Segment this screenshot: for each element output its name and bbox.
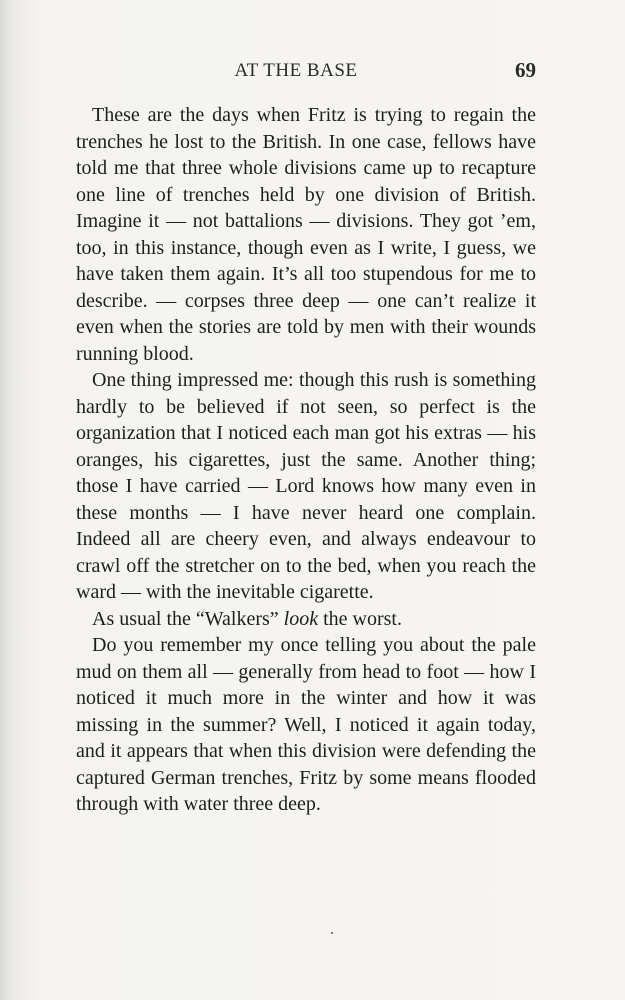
paragraph-4: Do you remember my once telling you about the pale mud on them all — generally from head to foot — how I noticed it much more in the winter and how it was missing in the summer? Well, I noticed it again today, and it appears that when this division were defending the captured German trenches, Fritz by some means flooded through with water three deep.	[76, 634, 536, 815]
emphasis-look: look	[283, 607, 319, 630]
body-text	[76, 102, 536, 818]
page-number: 69	[515, 58, 536, 82]
ink-speck	[331, 932, 333, 934]
running-title: AT THE BASE	[234, 60, 358, 81]
paragraph-2: One thing impressed me: though this rush is something hardly to be believed if not seen, so perfect is the organization that I noticed each man got his extras — his oranges, his cigarettes, just the same. Another thing; those I have carried — Lord knows how many even in these months — I have never heard one complain. Indeed all are cheery even, and always endeavour to crawl off the stretcher on to the bed, when you reach the ward — with the inevitable cigarette.	[76, 369, 536, 603]
paragraph-3	[76, 606, 536, 633]
paragraph-3-start: As usual the “Walkers”	[92, 607, 284, 630]
paragraph-1: These are the days when Fritz is trying to regain the trenches he lost to the British. In one case, fellows have told me that three whole divisions came up to recapture one line of trenches held by one division of British. Imagine it — not battalions — divisions. They got ’em, too, in this instance, though even as I write, I guess, we have taken them again. It’s all too stupendous for me to describe. — corpses three deep — one can’t realize it even when the stories are told by men with their wounds running blood.	[76, 104, 536, 365]
paragraph-3-end: the worst.	[318, 607, 402, 630]
page-header	[76, 60, 536, 88]
